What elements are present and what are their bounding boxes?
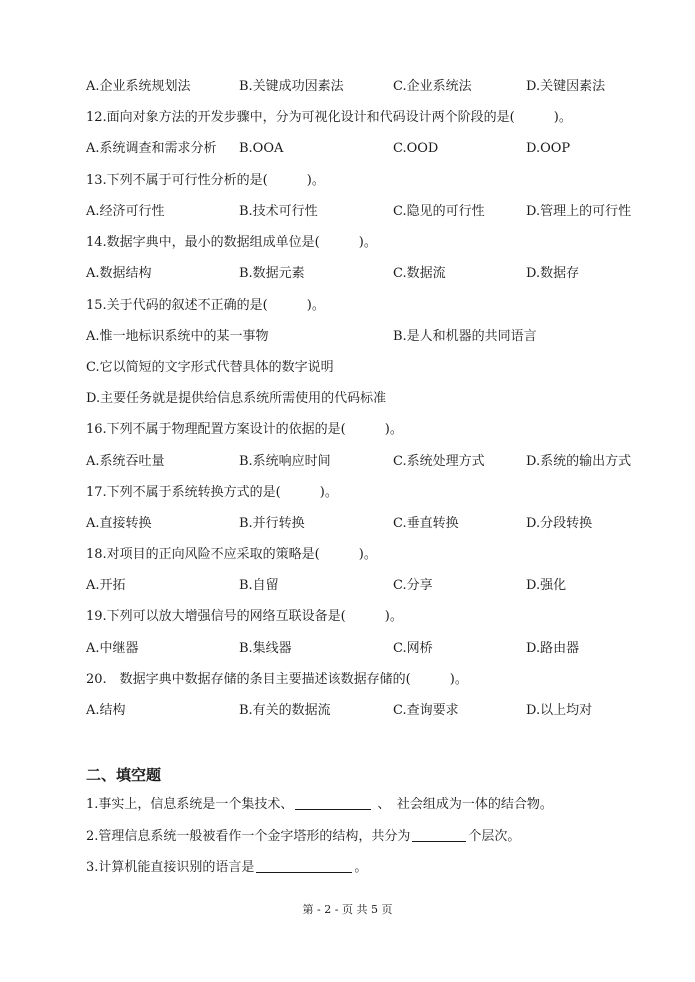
option-d: D.关键因素法: [526, 79, 606, 94]
option-b: B.有关的数据流: [239, 703, 331, 718]
option-d: D.主要任务就是提供给信息系统所需使用的代码标准: [86, 391, 387, 406]
option-a: A.结构: [86, 703, 126, 718]
q17-stem: 17.下列不属于系统转换方式的是( )。: [86, 485, 338, 500]
option-a: A.直接转换: [86, 516, 152, 531]
q16-stem: 16.下列不属于物理配置方案设计的依据的是( )。: [86, 422, 403, 437]
option-c: C.网桥: [393, 641, 433, 656]
option-c: C.OOD: [393, 141, 439, 156]
option-a: A.中继器: [86, 641, 139, 656]
answer-blank[interactable]: [295, 795, 371, 810]
q18-stem: 18.对项目的正向风险不应采取的策略是( )。: [86, 547, 377, 562]
option-c: C.企业系统法: [393, 79, 472, 94]
q15-stem: 15.关于代码的叙述不正确的是( )。: [86, 298, 325, 313]
fill-text-after: 、 社会组成为一体的结合物。: [377, 797, 553, 812]
q20-stem: 20. 数据字典中数据存储的条目主要描述该数据存储的( )。: [86, 672, 468, 687]
option-c: C.系统处理方式: [393, 454, 485, 469]
option-b: B.并行转换: [239, 516, 305, 531]
option-b: B.系统响应时间: [239, 454, 331, 469]
option-a: A.开拓: [86, 578, 126, 593]
option-d: D.数据存: [526, 266, 580, 281]
q13-stem: 13.下列不属于可行性分析的是( )。: [86, 173, 325, 188]
q12-stem: 12.面向对象方法的开发步骤中，分为可视化设计和代码设计两个阶段的是( )。: [86, 110, 572, 125]
fill-text-after: 。: [354, 860, 368, 875]
option-d: D.以上均对: [526, 703, 593, 718]
fill-text-before: 1.事实上，信息系统是一个集技术、: [86, 797, 294, 812]
option-b: B.技术可行性: [239, 204, 318, 219]
option-c: C.数据流: [393, 266, 446, 281]
option-d: D.OOP: [526, 141, 571, 156]
fill-text-after: 个层次。: [468, 829, 521, 844]
fill-question-2: [86, 827, 520, 847]
option-d: D.分段转换: [526, 516, 593, 531]
q19-stem: 19.下列可以放大增强信号的网络互联设备是( )。: [86, 609, 403, 624]
option-a: A.系统调查和需求分析: [86, 141, 217, 156]
option-b: B.是人和机器的共同语言: [393, 329, 537, 344]
option-c: C.隐见的可行性: [393, 204, 485, 219]
option-d: D.系统的输出方式: [526, 454, 632, 469]
page-number: 第 - 2 - 页 共 5 页: [302, 903, 393, 916]
option-a: A.惟一地标识系统中的某一事物: [86, 329, 269, 344]
option-a: A.系统吞吐量: [86, 454, 165, 469]
q14-stem: 14.数据字典中，最小的数据组成单位是( )。: [86, 235, 377, 250]
option-b: B.自留: [239, 578, 279, 593]
option-c: C.分享: [393, 578, 433, 593]
option-a: A.经济可行性: [86, 204, 165, 219]
answer-blank[interactable]: [256, 858, 352, 873]
option-d: D.管理上的可行性: [526, 204, 632, 219]
option-c: C.查询要求: [393, 703, 459, 718]
option-a: A.企业系统规划法: [86, 79, 191, 94]
option-b: B.关键成功因素法: [239, 79, 344, 94]
option-b: B.OOA: [239, 141, 284, 156]
option-a: A.数据结构: [86, 266, 152, 281]
fill-question-1: [86, 795, 553, 815]
option-b: B.集线器: [239, 641, 292, 656]
option-c: C.垂直转换: [393, 516, 459, 531]
option-d: D.路由器: [526, 641, 580, 656]
option-c: C.它以简短的文字形式代替具体的数字说明: [86, 360, 334, 375]
option-d: D.强化: [526, 578, 567, 593]
fill-text-before: 2.管理信息系统一般被看作一个金字塔形的结构，共分为: [86, 829, 411, 844]
option-b: B.数据元素: [239, 266, 305, 281]
section-title: 二、填空题: [86, 766, 162, 784]
answer-blank[interactable]: [412, 827, 466, 842]
fill-question-3: [86, 858, 367, 878]
fill-text-before: 3.计算机能直接识别的语言是: [86, 860, 255, 875]
